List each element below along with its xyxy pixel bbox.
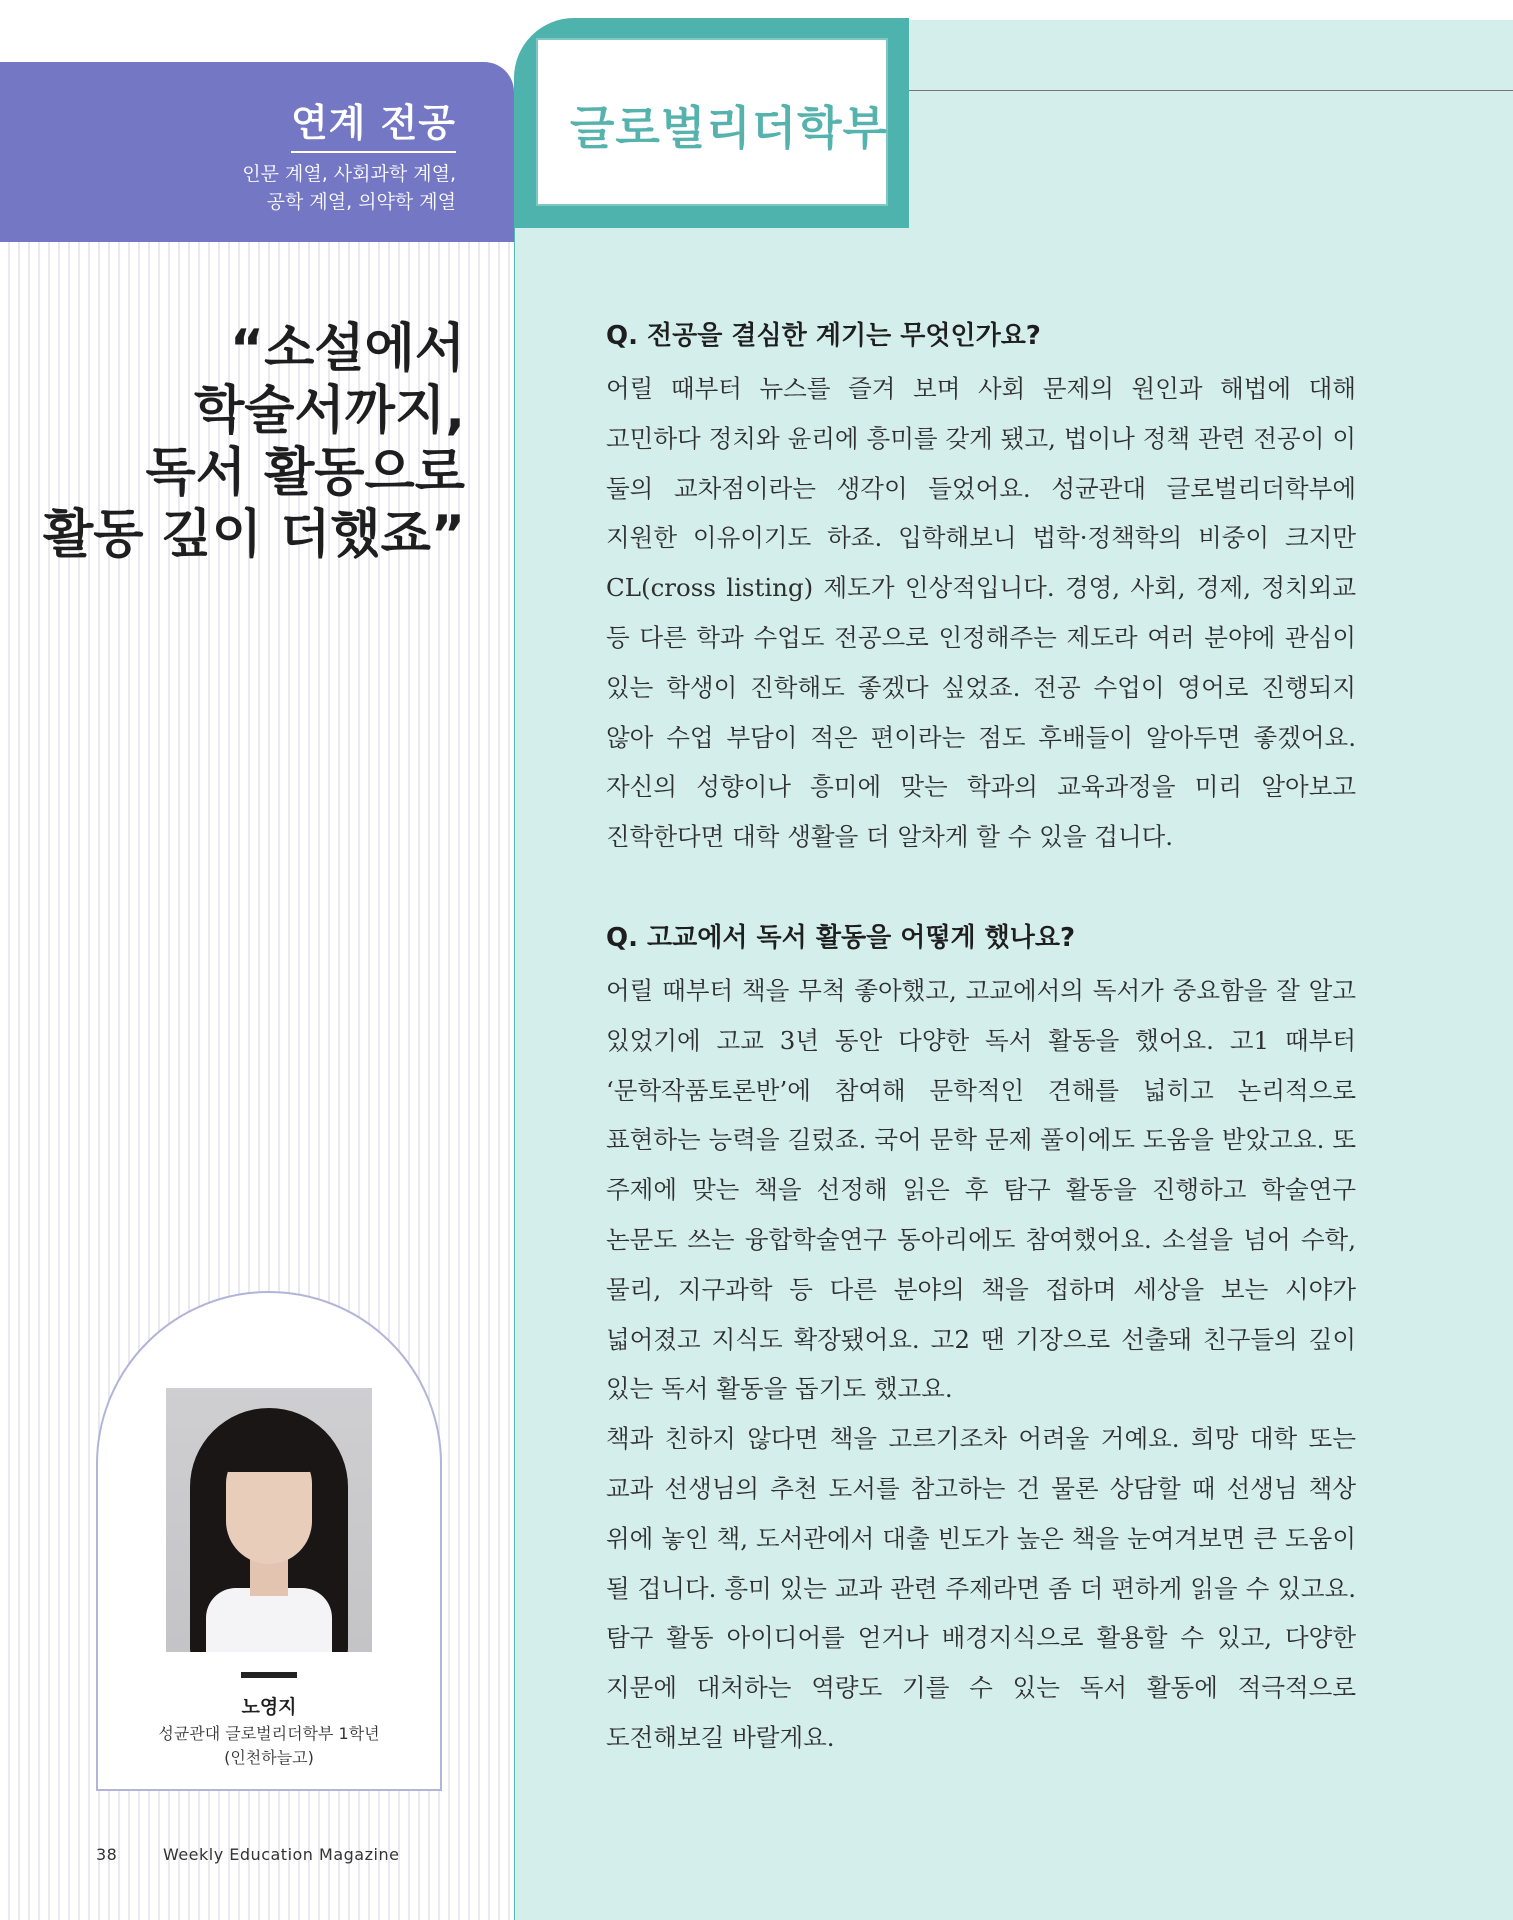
magazine-name: Weekly Education Magazine: [162, 1845, 400, 1864]
interview-question: Q. 고교에서 독서 활동을 어떻게 했나요?: [606, 922, 1076, 953]
related-major-band: [0, 62, 514, 242]
page-footer: [96, 1845, 399, 1864]
student-university: 성균관대 글로벌리더학부 1학년: [158, 1724, 380, 1743]
pull-quote-line: 독서 활동으로: [145, 443, 465, 503]
related-major-title: 연계 전공: [291, 92, 456, 153]
pull-quote-line: “소설에서: [229, 319, 465, 379]
panel-top-rule: [906, 90, 1513, 91]
interview-answer: 어릴 때부터 뉴스를 즐겨 보며 사회 문제의 원인과 해법에 대해 고민하다 정치와 윤리에 흥미를 갖게 됐고, 법이나 정책 관련 전공이 이 둘의 교차점이라는 생각이 들었어요. 성균관대 글로벌리더학부에 지원한 이유이기도 하죠. 입학해보니 법학·정책학의 비중이 크지만 CL(cross listing) 제도가 인상적입니다. 경영, 사회, 경제, 정치외교 등 다른 학과 수업도 전공으로 인정해주는 제도라 여러 분야에 관심이 있는 학생이 진학해도 좋겠다 싶었죠. 전공 수업이 영어로 진행되지 않아 수업 부담이 적은 편이라는 점도 후배들이 알아두면 좋겠어요. 자신의 성향이나 흥미에 맞는 학과의 교육과정을 미리 알아보고 진학한다면 대학 생활을 더 알차게 할 수 있을 겁니다.: [606, 374, 1356, 852]
page-number: 38: [96, 1845, 118, 1864]
student-high-school: (인천하늘고): [224, 1748, 314, 1767]
interview-question: Q. 전공을 결심한 계기는 무엇인가요?: [606, 321, 1041, 351]
student-name: 노영지: [241, 1696, 297, 1718]
pull-quote-line: 학술서까지,: [194, 381, 465, 441]
interview-answer: 책과 친하지 않다면 책을 고르기조차 어려울 거예요. 희망 대학 또는 교과 선생님의 추천 도서를 참고하는 건 물론 상담할 때 선생님 책상 위에 놓인 책, 도서관에서 대출 빈도가 높은 책을 눈여겨보면 큰 도움이 될 겁니다. 흥미 있는 교과 관련 주제라면 좀 더 편하게 읽을 수 있고요. 탐구 활동 아이디어를 얻거나 배경지식으로 활용할 수 있고, 다양한 지문에 대처하는 역량도 기를 수 있는 독서 활동에 적극적으로 도전해보길 바랄게요.: [606, 1424, 1356, 1752]
related-major-fields-line: 인문 계열, 사회과학 계열,: [242, 163, 456, 185]
pull-quote-line: 활동 깊이 더했죠”: [42, 505, 465, 565]
related-major-fields-line: 공학 계열, 의약학 계열: [266, 191, 456, 213]
interview-content: [606, 316, 1356, 1763]
interview-answer: 어릴 때부터 책을 무척 좋아했고, 고교에서의 독서가 중요함을 잘 알고 있었기에 고교 3년 동안 다양한 독서 활동을 했어요. 고1 때부터 ‘문학작품토론반’에 참여해 문학적인 견해를 넓히고 논리적으로 표현하는 능력을 길렀죠. 국어 문학 문제 풀이에도 도움을 받았고요. 또 주제에 맞는 책을 선정해 읽은 후 탐구 활동을 진행하고 학술연구 논문도 쓰는 융합학술연구 동아리에도 참여했어요. 소설을 넘어 수학, 물리, 지구과학 등 다른 분야의 책을 접하며 세상을 보는 시야가 넓어졌고 지식도 확장됐어요. 고2 땐 기장으로 선출돼 친구들의 깊이 있는 독서 활동을 돕기도 했고요.: [606, 975, 1356, 1404]
name-divider: [241, 1672, 297, 1678]
related-major-fields: [56, 160, 456, 216]
student-affiliation: [96, 1722, 442, 1770]
department-title: 글로벌리더학부: [570, 101, 889, 155]
profile-photo: [166, 1388, 372, 1652]
pull-quote: [25, 318, 465, 566]
